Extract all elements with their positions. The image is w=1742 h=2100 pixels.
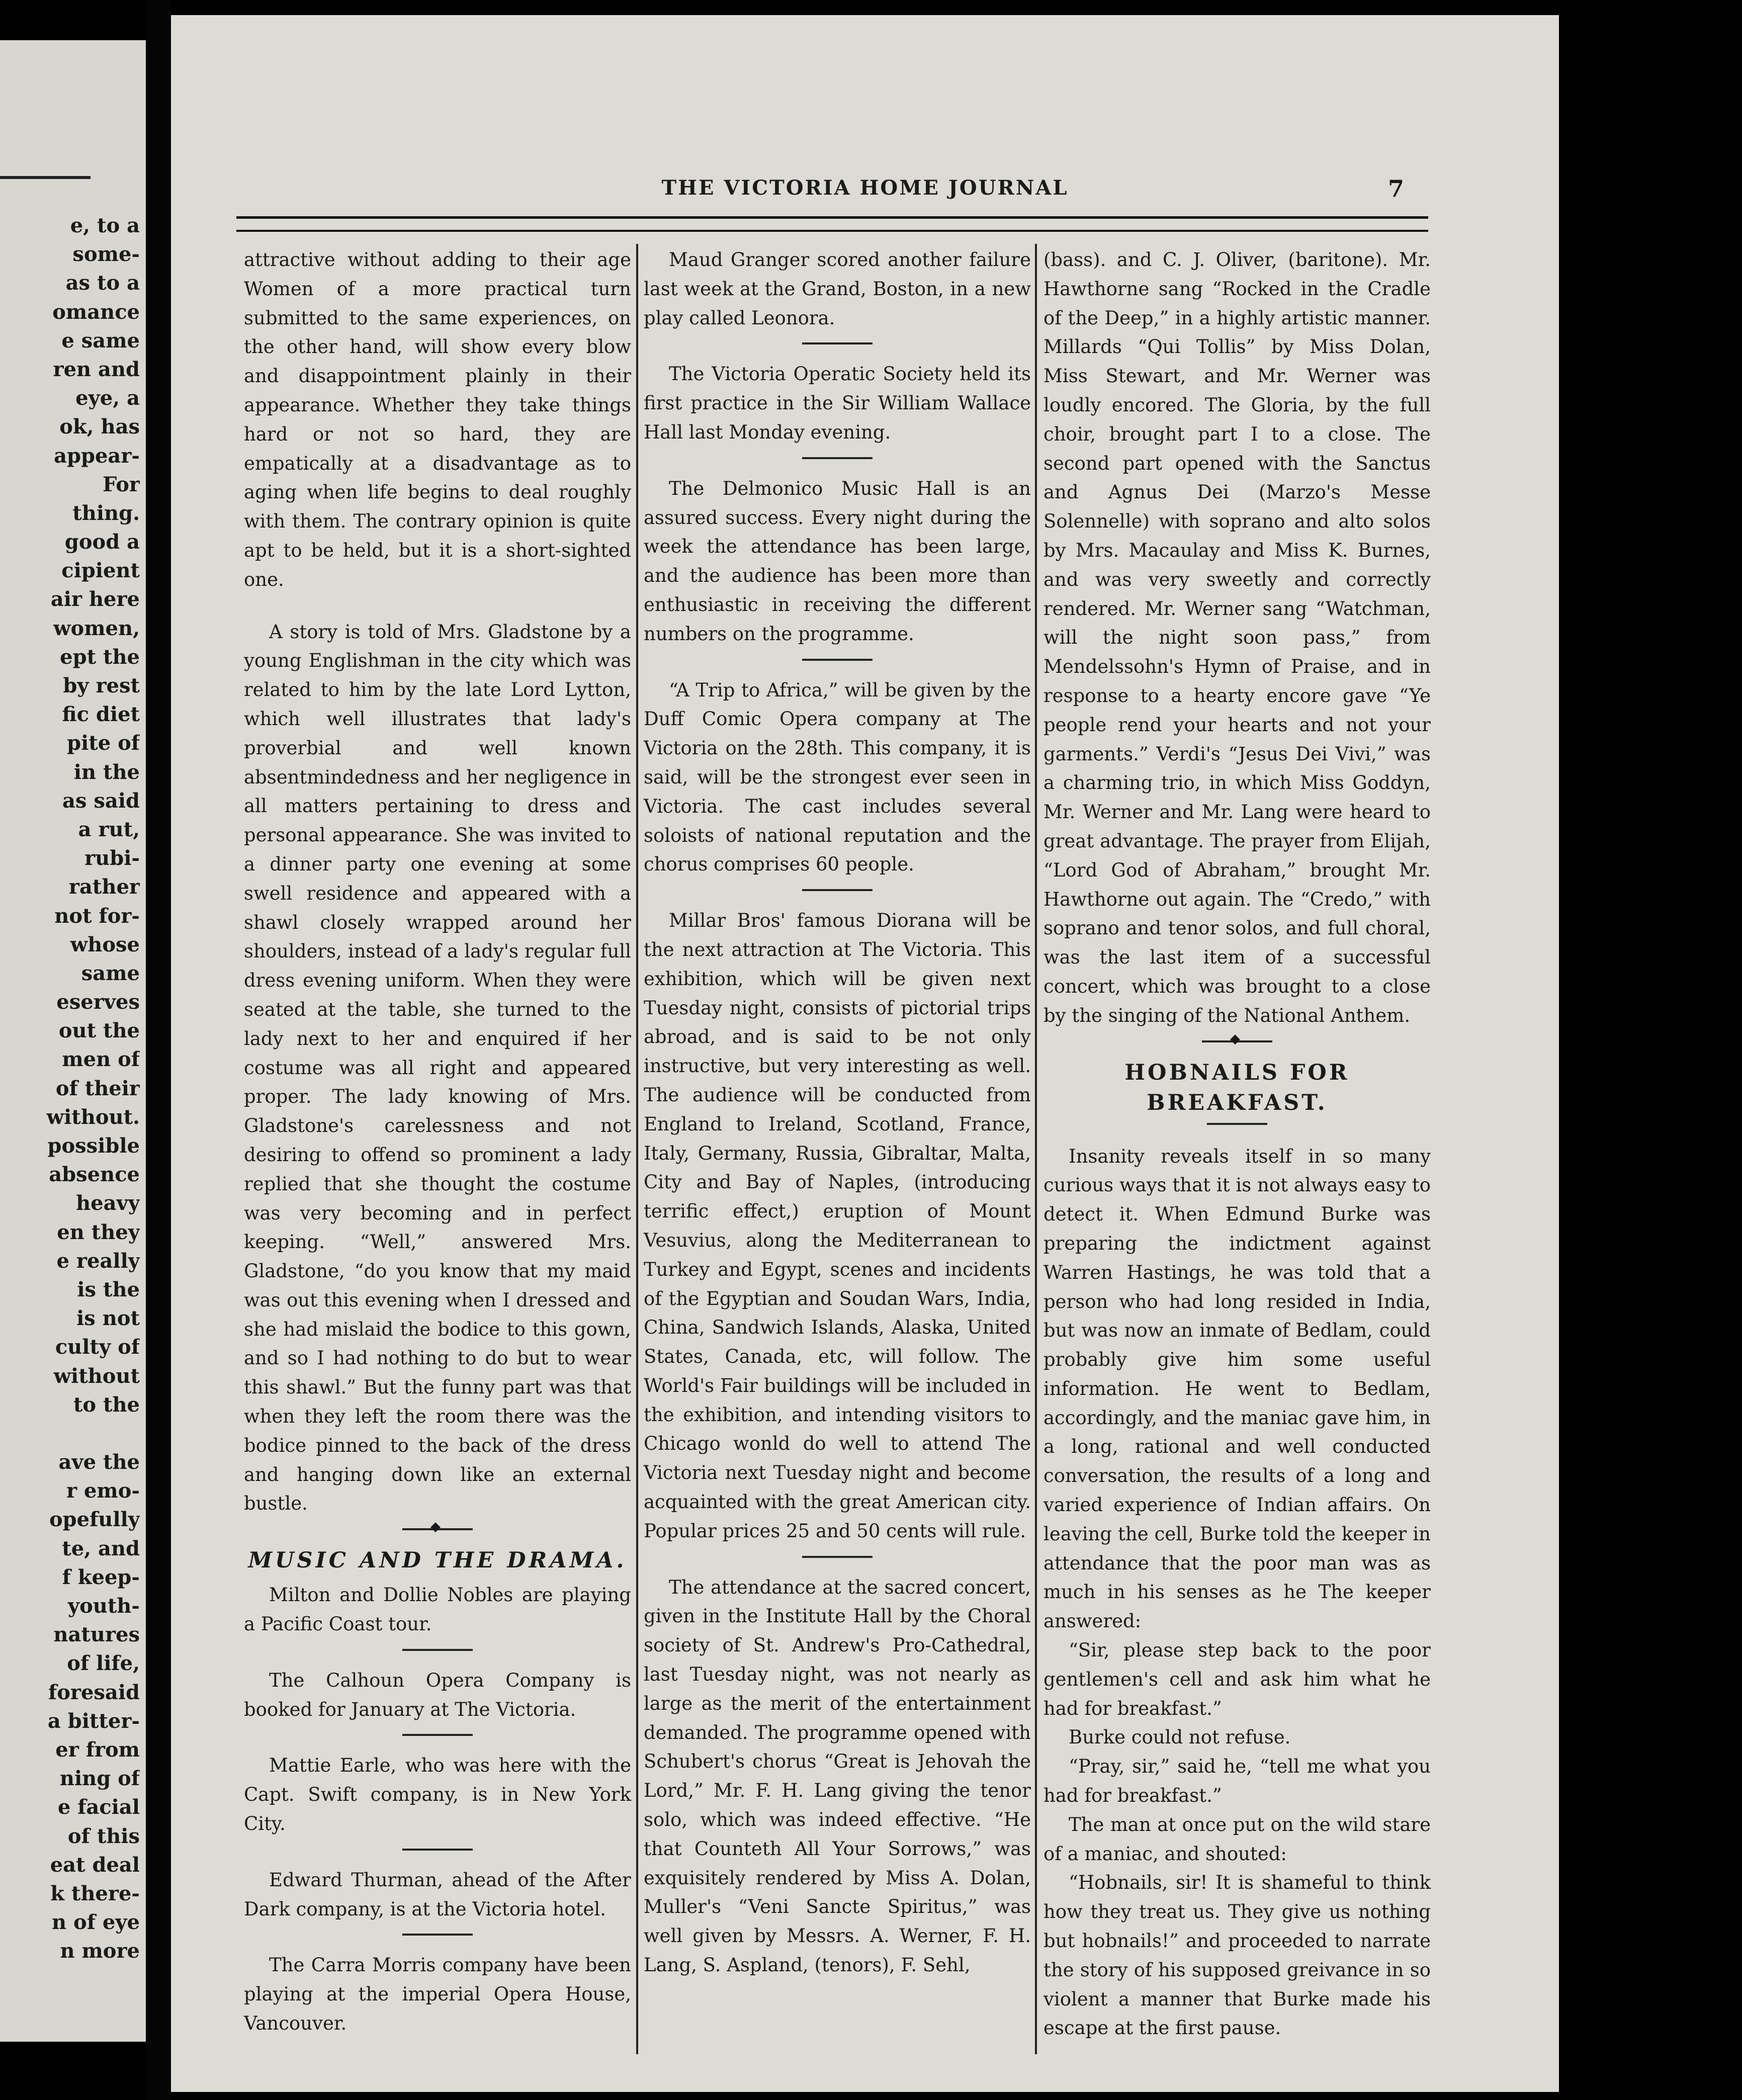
hobnails-paragraph-5: The man at once put on the wild stare of a maniac, and shouted: xyxy=(1043,1813,1431,1865)
header-double-rule xyxy=(236,216,1428,232)
previous-page-line: opefully xyxy=(49,1508,140,1532)
item-calhoun: The Calhoun Opera Company is booked for January at The Victoria. xyxy=(244,1669,631,1720)
previous-page-line: n more xyxy=(60,1939,140,1963)
previous-page-line: ept the xyxy=(60,645,140,669)
previous-page-line: ok, has xyxy=(59,415,140,439)
item-sacred-concert: The attendance at the sacred concert, given in the Institute Hall by the Choral society of St. Andrew's Pro-Cathedral, last Tuesday night, was not nearly as large as the merit of the entertainment demanded. The programme opened with Schubert's chorus “Great is Jehovah the Lord,” Mr. F. H. Lang giving the tenor solo, which was indeed effective. “He that Counteth All Your Sorrows,” was exquisitely rendered by Miss A. Dolan, Muller's “Veni Sancte Spiritus,” was well given by Messrs. A. Werner, F. H. Lang, S. Aspland, (tenors), F. Sehl, xyxy=(644,1576,1031,1976)
article-aging-end: attractive without adding to their age Women of a more practical turn submitted to the same experiences, on the other hand, will show every blow and disappointment plainly in their appearance. Whether they take things hard or not so hard, they are empatically at a disadvantage as to aging when life begins to deal roughly with them. The contrary opinion is quite apt to be held, but it is a short-sighted one. xyxy=(244,249,631,590)
previous-page-line: foresaid xyxy=(48,1680,140,1704)
previous-page-line: some- xyxy=(72,242,140,267)
previous-page-line: without. xyxy=(46,1105,140,1129)
previous-page-line: For xyxy=(103,472,140,496)
column-3 xyxy=(1043,245,1431,2043)
page-number: 7 xyxy=(1388,175,1405,202)
column-rule-2 xyxy=(1035,244,1037,2054)
previous-page-line: en they xyxy=(57,1220,140,1244)
previous-page-line: te, and xyxy=(62,1536,140,1560)
previous-page-line: eat deal xyxy=(50,1853,140,1877)
item-separator xyxy=(402,1934,473,1936)
newspaper-page xyxy=(171,15,1559,2092)
previous-page-line: f keep- xyxy=(62,1565,140,1589)
previous-page-line: pite of xyxy=(67,731,140,755)
previous-page-line: a rut, xyxy=(78,817,140,841)
previous-page-line: n of eye xyxy=(52,1910,140,1935)
previous-page-line: absence xyxy=(49,1163,140,1187)
article-gladstone: A story is told of Mrs. Gladstone by a young Englishman in the city which was related to him by the late Lord Lytton, which well illustrates that lady's proverbial and well known absentmindedness and her negligence in all matters pertaining to dress and personal appearance. She was invited to a dinner party one evening at some swell residence and appeared with a shawl closely wrapped around her shoulders, instead of a lady's regular full dress evening uniform. When they were seated at the table, she turned to the lady next to her and enquired if her costume was all right and appeared proper. The lady knowing of Mrs. Gladstone's carelessness and not desiring to offend so prominent a lady replied that she thought the costume was very becoming and in perfect keeping. “Well,” answered Mrs. Gladstone, “do you know that my maid was out this evening when I dressed and she had mislaid the bodice to this gown, and so I had nothing to do but to wear this shawl.” But the funny part was that when they left the room there was the bodice pinned to the back of the dress and hanging down like an external bustle. xyxy=(244,621,631,1515)
previous-page-line: omance xyxy=(52,300,140,324)
item-separator xyxy=(402,1849,473,1851)
item-separator xyxy=(402,1734,473,1736)
previous-page-line: er from xyxy=(55,1737,140,1762)
item-delmonico: The Delmonico Music Hall is an assured success. Every night during the week the attendance has been large, and the audience has been more than enthusiastic in receiving the different numbers on the programme. xyxy=(644,477,1031,645)
item-operatic-society: The Victoria Operatic Society held its first practice in the Sir William Wallace Hall last Monday evening. xyxy=(644,363,1031,443)
page-gutter xyxy=(146,0,171,2100)
previous-page-line: ren and xyxy=(53,357,140,381)
item-thurman: Edward Thurman, ahead of the After Dark company, is at the Victoria hotel. xyxy=(244,1869,631,1920)
previous-page-line: eserves xyxy=(56,990,140,1014)
previous-page-line: youth- xyxy=(67,1594,140,1618)
previous-page-line: e really xyxy=(56,1249,140,1273)
previous-page-line: air here xyxy=(50,587,140,611)
item-separator xyxy=(802,659,873,661)
section-heading-music-drama: MUSIC AND THE DRAMA. xyxy=(248,1548,627,1573)
previous-page-line: not for- xyxy=(54,904,140,928)
previous-page-line: as said xyxy=(62,789,140,813)
previous-page-line: ave the xyxy=(58,1450,140,1474)
previous-page-line: by rest xyxy=(63,674,140,697)
previous-page-line: cipient xyxy=(61,559,140,583)
previous-page-line: same xyxy=(81,961,140,985)
previous-page-line: ning of xyxy=(59,1767,140,1791)
column-1 xyxy=(244,245,631,2038)
previous-page-line: r emo- xyxy=(66,1479,140,1503)
hobnails-paragraph-2: “Sir, please step back to the poor gentlemen's cell and ask him what he had for breakfast.” xyxy=(1043,1639,1431,1719)
hobnails-paragraph-1: Insanity reveals itself in so many curious ways that it is not always easy to detect it. When Edmund Burke was preparing the indictment against Warren Hastings, he was told that a person who had long resided in India, but was now an inmate of Bedlam, could probably give him some useful information. He went to Bedlam, accordingly, and the maniac gave him, in a long, rational and well conducted conversation, the results of a long and varied experience of Indian affairs. On leaving the cell, Burke told the keeper in attendance that the poor man was as much in his senses as he The keeper answered: xyxy=(1043,1145,1431,1632)
previous-page-fragment xyxy=(0,40,146,2042)
hobnails-paragraph-6: “Hobnails, sir! It is shameful to think how they treat us. They give us nothing but hobnails!” and proceeded to narrate the story of his supposed greivance in so violent a manner that Burke made his escape at the first pause. xyxy=(1043,1872,1431,2039)
previous-page-line: eye, a xyxy=(75,386,140,410)
previous-page-line: rubi- xyxy=(84,846,140,870)
hobnails-paragraph-4: “Pray, sir,” said he, “tell me what you had for breakfast.” xyxy=(1043,1756,1431,1807)
item-earle: Mattie Earle, who was here with the Capt. Swift company, is in New York City. xyxy=(244,1755,631,1835)
previous-page-line: a bitter- xyxy=(47,1709,140,1733)
scan-border xyxy=(1559,0,1742,2100)
column-rule-1 xyxy=(636,244,638,2054)
item-trip-to-africa: “A Trip to Africa,” will be given by the Duff Comic Opera company at The Victoria on the 28th. This company, it is said, will be the strongest ever seen in Victoria. The cast includes several soloists of national reputation and the chorus comprises 60 people. xyxy=(644,679,1031,876)
item-separator xyxy=(402,1649,473,1651)
previous-page-line: k there- xyxy=(50,1881,140,1905)
previous-page-line: as to a xyxy=(65,271,140,295)
previous-page-line: thing. xyxy=(72,501,140,525)
previous-page-line: to the xyxy=(73,1392,140,1417)
previous-page-line: e, to a xyxy=(70,214,140,237)
previous-page-line: e same xyxy=(61,328,140,353)
item-sacred-concert-continued: (bass). and C. J. Oliver, (baritone). Mr. Hawthorne sang “Rocked in the Cradle of the Deep,” in a highly artistic manner. Millards “Qui Tollis” by Miss Dolan, Miss Stewart, and Mr. Werner was loudly encored. The Gloria, by the full choir, brought part I to a close. The second part opened with the Sanctus and Agnus Dei (Marzo's Messe Solennelle) with soprano and alto solos by Mrs. Macaulay and Miss K. Burnes, and was very sweetly and correctly rendered. Mr. Werner sang “Watchman, will the night soon pass,” from Mendelssohn's Hymn of Praise, and in response to a hearty encore gave “Ye people rend your hearts and not your garments.” Verdi's “Jesus Dei Vivi,” was a charming trio, in which Miss Goddyn, Mr. Werner and Mr. Lang were heard to great advantage. The prayer from Elijah, “Lord God of Abraham,” brought Mr. Hawthorne out again. The “Credo,” with soprano and tenor solos, and full choral, was the last item of a successful concert, which was brought to a close by the singing of the National Anthem. xyxy=(1043,249,1431,1026)
previous-page-line: good a xyxy=(64,530,140,554)
previous-page-line: fic diet xyxy=(62,703,140,727)
previous-page-line: heavy xyxy=(76,1191,140,1215)
previous-page-line: is not xyxy=(76,1306,140,1331)
item-nobles: Milton and Dollie Nobles are playing a Pacific Coast tour. xyxy=(244,1584,631,1635)
previous-page-line: culty of xyxy=(55,1335,140,1359)
section-heading-hobnails: HOBNAILS FOR BREAKFAST. xyxy=(1124,1060,1350,1115)
item-diorama: Millar Bros' famous Diorana will be the next attraction at The Victoria. This exhibition, which will be given next Tuesday night, consists of pictorial trips abroad, and is said to be not only instructive, but very interesting as well. The audience will be conducted from England to Ireland, Scotland, France, Italy, Germany, Russia, Gibraltar, Malta, City and Bay of Naples, (introducing terrific effect,) eruption of Mount Vesuvius, along the Mediterranean to Turkey and Egypt, scenes and incidents of the Egyptian and Soudan Wars, India, China, Sandwich Islands, Alaska, United States, Canada, etc, will follow. The World's Fair buildings will be included in the exhibition, and intending visitors to Chicago wonld do well to attend The Victoria next Tuesday night and become acquainted with the great American city. Popular prices 25 and 50 cents will rule. xyxy=(644,910,1031,1542)
previous-page-line: out the xyxy=(58,1019,140,1043)
previous-page-text xyxy=(0,211,140,1965)
previous-page-line: women, xyxy=(53,616,140,640)
item-separator xyxy=(802,889,873,891)
previous-page-line: men of xyxy=(62,1047,140,1072)
article-separator xyxy=(402,1528,473,1530)
item-separator xyxy=(802,457,873,459)
previous-page-line: appear- xyxy=(54,444,140,468)
previous-page-line: possible xyxy=(47,1134,140,1158)
running-head: THE VICTORIA HOME JOURNAL xyxy=(661,176,1069,200)
previous-page-line: of life, xyxy=(67,1651,140,1676)
item-granger: Maud Granger scored another failure last week at the Grand, Boston, in a new play called Leonora. xyxy=(644,249,1031,329)
previous-page-line: e facial xyxy=(57,1795,140,1819)
previous-page-rule xyxy=(0,176,91,179)
previous-page-line: of this xyxy=(67,1824,140,1848)
heading-rule xyxy=(1207,1123,1267,1125)
item-separator xyxy=(802,342,873,344)
item-separator xyxy=(802,1556,873,1558)
previous-page-line: whose xyxy=(70,932,140,956)
previous-page-line: is the xyxy=(77,1277,140,1301)
previous-page-line: in the xyxy=(73,760,140,784)
previous-page-line: natures xyxy=(53,1623,140,1647)
column-2 xyxy=(644,245,1031,1980)
article-separator xyxy=(1202,1040,1272,1042)
hobnails-paragraph-3: Burke could not refuse. xyxy=(1069,1726,1291,1748)
previous-page-line: rather xyxy=(68,875,140,899)
previous-page-line: without xyxy=(53,1364,140,1388)
previous-page-line: of their xyxy=(55,1076,140,1100)
item-carra-morris: The Carra Morris company have been playing at the imperial Opera House, Vancouver. xyxy=(244,1954,631,2035)
previous-page-line xyxy=(0,1419,140,1448)
